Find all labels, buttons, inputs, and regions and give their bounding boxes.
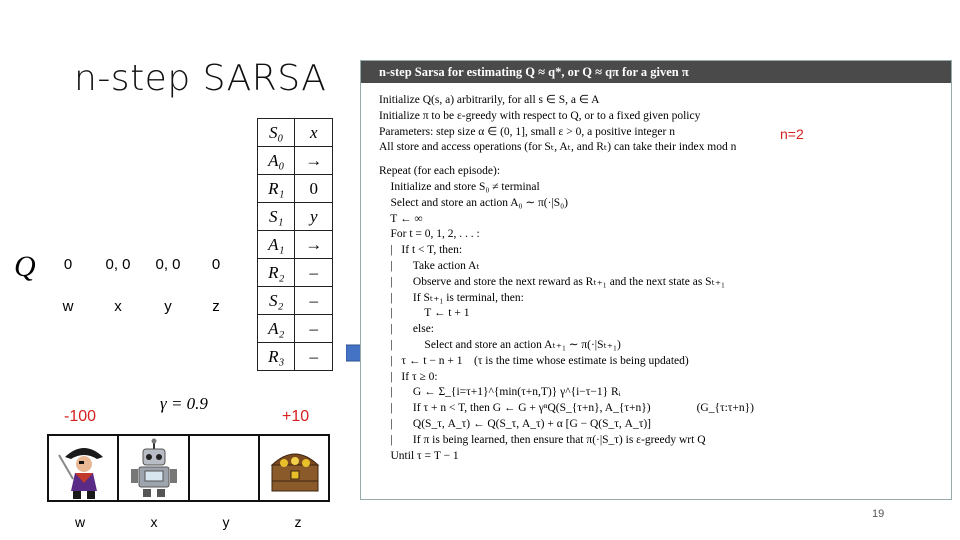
algo-line: T ← ∞ bbox=[379, 212, 423, 225]
q-symbol: Q bbox=[14, 250, 36, 283]
algo-line: | If t < T, then: bbox=[379, 244, 463, 257]
q-label-z: z bbox=[212, 298, 220, 315]
table-row bbox=[258, 147, 333, 175]
step-value: – bbox=[295, 315, 333, 343]
step-value: 0 bbox=[295, 175, 333, 203]
grid-label-z: z bbox=[294, 514, 302, 530]
algo-line: Initialize Q(s, a) arbitrarily, for all s ∈ S, a ∈ A bbox=[379, 94, 600, 106]
algo-line: | T ← t + 1 bbox=[379, 307, 470, 320]
trajectory-table bbox=[257, 118, 333, 371]
treasure-chest-icon bbox=[262, 437, 328, 501]
step-value: y bbox=[295, 203, 333, 231]
q-label-w: w bbox=[62, 298, 74, 315]
algo-line: Initialize π to be ε-greedy with respect to Q, or to a fixed given policy bbox=[379, 109, 701, 122]
step-value: → bbox=[295, 147, 333, 175]
step-symbol: R₃ bbox=[258, 343, 295, 371]
algo-line: | G ← Σ_{i=τ+1}^{min(τ+n,T)} γ^{i−τ−1} Rᵢ bbox=[379, 386, 621, 399]
algo-line: Parameters: step size α ∈ (0, 1], small ε > 0, a positive integer n bbox=[379, 125, 675, 138]
step-symbol: A₀ bbox=[258, 147, 295, 175]
step-symbol: S₁ bbox=[258, 203, 295, 231]
table-row bbox=[258, 343, 333, 371]
algo-line: Repeat (for each episode): bbox=[379, 165, 501, 178]
q-label-y: y bbox=[164, 298, 172, 315]
step-value: – bbox=[295, 259, 333, 287]
table-row bbox=[258, 287, 333, 315]
step-symbol: R₁ bbox=[258, 175, 295, 203]
algo-line: All store and access operations (for Sₜ, Aₜ, and Rₜ) can take their index mod n bbox=[379, 141, 737, 154]
step-symbol: A₂ bbox=[258, 315, 295, 343]
algo-line: | τ ← t − n + 1 (τ is the time whose estimate is being updated) bbox=[379, 354, 689, 367]
algo-line: For t = 0, 1, 2, . . . : bbox=[379, 228, 480, 241]
algo-line: | Select and store an action Aₜ₊₁ ∼ π(·|Sₜ₊₁) bbox=[379, 338, 621, 351]
gamma-label: γ = 0.9 bbox=[160, 394, 208, 413]
step-symbol: S₀ bbox=[258, 119, 295, 147]
q-value-z: 0 bbox=[211, 256, 221, 273]
algo-line: | Observe and store the next reward as Rₜ₊₁ and the next state as Sₜ₊₁ bbox=[379, 275, 726, 288]
q-value-y: 0, 0 bbox=[155, 256, 181, 273]
grid-cell-z bbox=[260, 436, 328, 500]
step-value: – bbox=[295, 343, 333, 371]
algo-line: | If τ + n < T, then G ← G + γⁿQ(S_{τ+n}, A_{τ+n}) (G_{τ:τ+n}) bbox=[379, 402, 754, 415]
grid-label-w: w bbox=[74, 514, 86, 530]
reward-right: +10 bbox=[282, 408, 310, 425]
algo-line: | else: bbox=[379, 323, 435, 336]
grid-cell-x bbox=[119, 436, 189, 500]
table-row bbox=[258, 259, 333, 287]
q-value-w: 0 bbox=[63, 256, 73, 273]
page-number: 19 bbox=[872, 508, 885, 520]
step-symbol: A₁ bbox=[258, 231, 295, 259]
q-label-x: x bbox=[114, 298, 122, 315]
algorithm-box bbox=[360, 60, 952, 500]
step-value: – bbox=[295, 287, 333, 315]
algo-line: Select and store an action A₀ ∼ π(·|S₀) bbox=[379, 196, 568, 209]
table-row bbox=[258, 119, 333, 147]
algorithm-header: n-step Sarsa for estimating Q ≈ q*, or Q ≈ qπ for a given π bbox=[361, 61, 951, 83]
step-symbol: R₂ bbox=[258, 259, 295, 287]
algo-line: | Q(S_τ, A_τ) ← Q(S_τ, A_τ) + α [G − Q(S_τ, A_τ)] bbox=[379, 417, 651, 430]
q-value-x: 0, 0 bbox=[105, 256, 131, 273]
gridworld bbox=[47, 434, 330, 502]
reward-left: -100 bbox=[64, 408, 97, 425]
grid-label-x: x bbox=[150, 514, 158, 530]
step-value: → bbox=[295, 231, 333, 259]
step-value: x bbox=[295, 119, 333, 147]
slide-title: n-step SARSA bbox=[74, 58, 327, 99]
pirate-icon bbox=[51, 437, 117, 501]
algorithm-body bbox=[361, 83, 951, 464]
table-row bbox=[258, 315, 333, 343]
grid-cell-w bbox=[49, 436, 119, 500]
algo-line: | If τ ≥ 0: bbox=[379, 370, 438, 383]
algo-line: Initialize and store S₀ ≠ terminal bbox=[379, 180, 540, 193]
algo-line bbox=[379, 156, 951, 164]
n-annotation: n=2 bbox=[780, 126, 804, 142]
grid-cell-y bbox=[190, 436, 260, 500]
algo-line: | If Sₜ₊₁ is terminal, then: bbox=[379, 291, 524, 304]
algo-line: | If π is being learned, then ensure that π(·|S_τ) is ε-greedy wrt Q bbox=[379, 433, 706, 446]
algo-line: Until τ = T − 1 bbox=[379, 449, 459, 462]
table-row bbox=[258, 175, 333, 203]
robot-icon bbox=[121, 437, 187, 501]
table-row bbox=[258, 231, 333, 259]
algo-line: | Take action Aₜ bbox=[379, 259, 480, 272]
grid-label-y: y bbox=[222, 514, 230, 530]
table-row bbox=[258, 203, 333, 231]
step-symbol: S₂ bbox=[258, 287, 295, 315]
